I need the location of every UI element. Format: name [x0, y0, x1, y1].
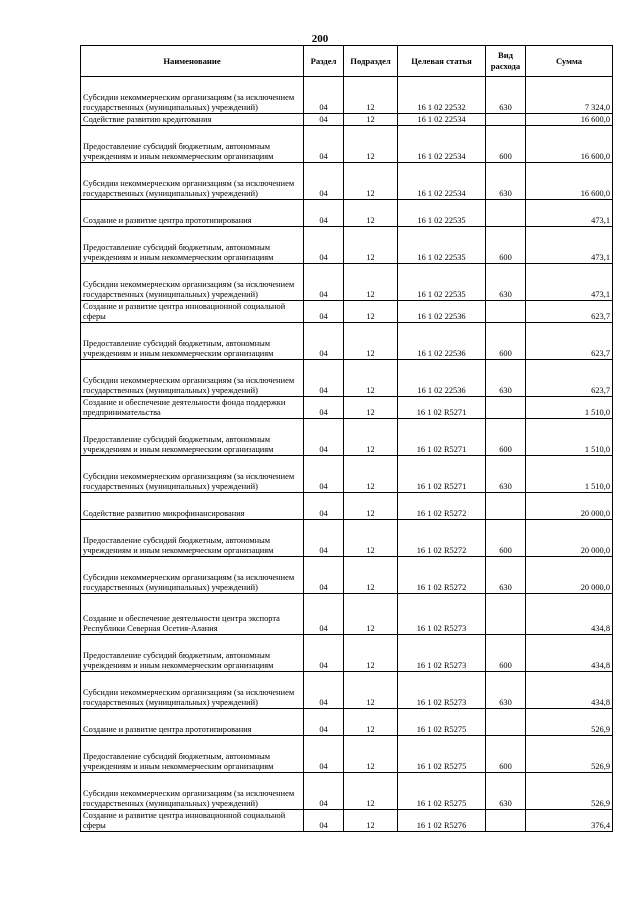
cell-razdel: 04	[304, 709, 344, 736]
cell-podrazdel: 12	[344, 419, 398, 456]
cell-razdel: 04	[304, 301, 344, 323]
cell-celevaya: 16 1 02 R5275	[398, 709, 486, 736]
cell-podrazdel: 12	[344, 810, 398, 832]
cell-vid: 630	[486, 360, 526, 397]
cell-vid: 600	[486, 126, 526, 163]
table-row	[81, 301, 613, 323]
cell-summa: 16 600,0	[526, 114, 613, 126]
cell-name: Создание и развитие центра инновационной социальной сферы	[81, 301, 304, 323]
cell-podrazdel: 12	[344, 397, 398, 419]
cell-name: Субсидии некоммерческим организациям (за исключением государственных (муниципальных) учреждений)	[81, 264, 304, 301]
cell-vid: 630	[486, 557, 526, 594]
cell-celevaya: 16 1 02 22532	[398, 77, 486, 114]
cell-name: Предоставление субсидий бюджетным, автономным учреждениям и иным некоммерческим организациям	[81, 227, 304, 264]
cell-vid: 600	[486, 323, 526, 360]
cell-summa: 473,1	[526, 200, 613, 227]
table-row	[81, 77, 613, 114]
table-row	[81, 635, 613, 672]
cell-razdel: 04	[304, 493, 344, 520]
cell-razdel: 04	[304, 594, 344, 635]
cell-vid	[486, 709, 526, 736]
cell-summa: 20 000,0	[526, 557, 613, 594]
cell-podrazdel: 12	[344, 773, 398, 810]
cell-summa: 623,7	[526, 323, 613, 360]
cell-name: Субсидии некоммерческим организациям (за исключением государственных (муниципальных) учреждений)	[81, 773, 304, 810]
cell-celevaya: 16 1 02 R5271	[398, 397, 486, 419]
table-row	[81, 360, 613, 397]
cell-vid	[486, 594, 526, 635]
table-row	[81, 557, 613, 594]
cell-razdel: 04	[304, 126, 344, 163]
cell-summa: 526,9	[526, 736, 613, 773]
cell-podrazdel: 12	[344, 126, 398, 163]
cell-celevaya: 16 1 02 22534	[398, 163, 486, 200]
cell-razdel: 04	[304, 557, 344, 594]
cell-razdel: 04	[304, 672, 344, 709]
cell-summa: 434,8	[526, 635, 613, 672]
cell-summa: 1 510,0	[526, 456, 613, 493]
cell-celevaya: 16 1 02 R5271	[398, 456, 486, 493]
cell-podrazdel: 12	[344, 736, 398, 773]
cell-vid	[486, 493, 526, 520]
table-row	[81, 200, 613, 227]
cell-vid: 630	[486, 773, 526, 810]
table-row	[81, 709, 613, 736]
cell-celevaya: 16 1 02 R5273	[398, 672, 486, 709]
cell-podrazdel: 12	[344, 227, 398, 264]
cell-name: Субсидии некоммерческим организациям (за исключением государственных (муниципальных) учреждений)	[81, 557, 304, 594]
table-row	[81, 126, 613, 163]
cell-razdel: 04	[304, 227, 344, 264]
cell-name: Предоставление субсидий бюджетным, автономным учреждениям и иным некоммерческим организациям	[81, 126, 304, 163]
cell-vid: 630	[486, 672, 526, 709]
cell-summa: 526,9	[526, 773, 613, 810]
cell-vid: 600	[486, 227, 526, 264]
cell-name: Создание и развитие центра прототипирования	[81, 709, 304, 736]
cell-summa: 434,8	[526, 672, 613, 709]
cell-celevaya: 16 1 02 R5271	[398, 419, 486, 456]
cell-name: Предоставление субсидий бюджетным, автономным учреждениям и иным некоммерческим организациям	[81, 419, 304, 456]
cell-summa: 623,7	[526, 301, 613, 323]
cell-podrazdel: 12	[344, 594, 398, 635]
cell-razdel: 04	[304, 773, 344, 810]
cell-summa: 16 600,0	[526, 163, 613, 200]
cell-celevaya: 16 1 02 22536	[398, 360, 486, 397]
cell-razdel: 04	[304, 323, 344, 360]
cell-summa: 1 510,0	[526, 397, 613, 419]
cell-razdel: 04	[304, 264, 344, 301]
cell-celevaya: 16 1 02 22535	[398, 200, 486, 227]
cell-razdel: 04	[304, 456, 344, 493]
cell-celevaya: 16 1 02 22535	[398, 227, 486, 264]
cell-vid	[486, 200, 526, 227]
cell-podrazdel: 12	[344, 301, 398, 323]
cell-celevaya: 16 1 02 R5272	[398, 520, 486, 557]
cell-summa: 473,1	[526, 264, 613, 301]
cell-podrazdel: 12	[344, 163, 398, 200]
cell-name: Содействие развитию микрофинансирования	[81, 493, 304, 520]
cell-name: Субсидии некоммерческим организациям (за исключением государственных (муниципальных) учреждений)	[81, 163, 304, 200]
cell-name: Субсидии некоммерческим организациям (за исключением государственных (муниципальных) учреждений)	[81, 360, 304, 397]
cell-vid	[486, 397, 526, 419]
cell-podrazdel: 12	[344, 264, 398, 301]
table-row	[81, 419, 613, 456]
page-number: 200	[311, 33, 329, 45]
cell-name: Предоставление субсидий бюджетным, автономным учреждениям и иным некоммерческим организациям	[81, 323, 304, 360]
cell-summa: 20 000,0	[526, 520, 613, 557]
cell-podrazdel: 12	[344, 672, 398, 709]
cell-podrazdel: 12	[344, 635, 398, 672]
cell-name: Субсидии некоммерческим организациям (за исключением государственных (муниципальных) учреждений)	[81, 77, 304, 114]
cell-name: Создание и обеспечение деятельности центра экспорта Республики Северная Осетия-Алания	[81, 594, 304, 635]
table-row	[81, 520, 613, 557]
cell-podrazdel: 12	[344, 114, 398, 126]
cell-celevaya: 16 1 02 R5276	[398, 810, 486, 832]
table-row	[81, 594, 613, 635]
cell-name: Субсидии некоммерческим организациям (за исключением государственных (муниципальных) учреждений)	[81, 672, 304, 709]
table-row	[81, 810, 613, 832]
table-row	[81, 114, 613, 126]
cell-celevaya: 16 1 02 22534	[398, 126, 486, 163]
cell-celevaya: 16 1 02 22535	[398, 264, 486, 301]
cell-vid: 600	[486, 520, 526, 557]
cell-celevaya: 16 1 02 R5272	[398, 557, 486, 594]
cell-podrazdel: 12	[344, 557, 398, 594]
cell-podrazdel: 12	[344, 709, 398, 736]
cell-vid: 600	[486, 635, 526, 672]
cell-vid: 630	[486, 163, 526, 200]
cell-vid	[486, 810, 526, 832]
cell-name: Создание и развитие центра прототипирования	[81, 200, 304, 227]
cell-celevaya: 16 1 02 R5273	[398, 594, 486, 635]
cell-podrazdel: 12	[344, 493, 398, 520]
cell-summa: 1 510,0	[526, 419, 613, 456]
cell-podrazdel: 12	[344, 456, 398, 493]
cell-vid: 630	[486, 456, 526, 493]
cell-razdel: 04	[304, 163, 344, 200]
table-row	[81, 323, 613, 360]
cell-razdel: 04	[304, 520, 344, 557]
cell-podrazdel: 12	[344, 200, 398, 227]
cell-summa: 434,8	[526, 594, 613, 635]
header-celevaya: Целевая статья	[398, 46, 486, 77]
cell-name: Предоставление субсидий бюджетным, автономным учреждениям и иным некоммерческим организациям	[81, 520, 304, 557]
table-row	[81, 264, 613, 301]
cell-celevaya: 16 1 02 22536	[398, 301, 486, 323]
budget-table	[80, 45, 613, 832]
table-row	[81, 397, 613, 419]
cell-vid	[486, 114, 526, 126]
cell-celevaya: 16 1 02 R5273	[398, 635, 486, 672]
cell-vid: 600	[486, 419, 526, 456]
cell-podrazdel: 12	[344, 360, 398, 397]
header-vid: Вид расхода	[486, 46, 526, 77]
table-row	[81, 493, 613, 520]
cell-name: Субсидии некоммерческим организациям (за исключением государственных (муниципальных) учреждений)	[81, 456, 304, 493]
cell-celevaya: 16 1 02 R5275	[398, 773, 486, 810]
cell-razdel: 04	[304, 635, 344, 672]
header-podrazdel: Подраздел	[344, 46, 398, 77]
table-row	[81, 736, 613, 773]
cell-razdel: 04	[304, 810, 344, 832]
cell-razdel: 04	[304, 77, 344, 114]
table-header-row	[81, 46, 613, 77]
cell-name: Содействие развитию кредитования	[81, 114, 304, 126]
cell-name: Создание и обеспечение деятельности фонда поддержки предпринимательства	[81, 397, 304, 419]
table-row	[81, 672, 613, 709]
cell-razdel: 04	[304, 200, 344, 227]
table-row	[81, 227, 613, 264]
cell-celevaya: 16 1 02 R5275	[398, 736, 486, 773]
cell-celevaya: 16 1 02 R5272	[398, 493, 486, 520]
cell-name: Предоставление субсидий бюджетным, автономным учреждениям и иным некоммерческим организациям	[81, 736, 304, 773]
cell-razdel: 04	[304, 360, 344, 397]
cell-summa: 473,1	[526, 227, 613, 264]
header-name: Наименование	[81, 46, 304, 77]
table-row	[81, 163, 613, 200]
cell-podrazdel: 12	[344, 77, 398, 114]
cell-podrazdel: 12	[344, 323, 398, 360]
cell-summa: 16 600,0	[526, 126, 613, 163]
cell-summa: 376,4	[526, 810, 613, 832]
cell-razdel: 04	[304, 114, 344, 126]
cell-celevaya: 16 1 02 22536	[398, 323, 486, 360]
header-summa: Сумма	[526, 46, 613, 77]
cell-name: Предоставление субсидий бюджетным, автономным учреждениям и иным некоммерческим организациям	[81, 635, 304, 672]
table-row	[81, 773, 613, 810]
cell-summa: 526,9	[526, 709, 613, 736]
cell-summa: 20 000,0	[526, 493, 613, 520]
cell-summa: 7 324,0	[526, 77, 613, 114]
cell-podrazdel: 12	[344, 520, 398, 557]
cell-vid: 600	[486, 736, 526, 773]
cell-summa: 623,7	[526, 360, 613, 397]
cell-razdel: 04	[304, 419, 344, 456]
cell-vid: 630	[486, 77, 526, 114]
cell-name: Создание и развитие центра инновационной социальной сферы	[81, 810, 304, 832]
cell-razdel: 04	[304, 397, 344, 419]
table-row	[81, 456, 613, 493]
header-razdel: Раздел	[304, 46, 344, 77]
cell-vid	[486, 301, 526, 323]
cell-razdel: 04	[304, 736, 344, 773]
cell-vid: 630	[486, 264, 526, 301]
cell-celevaya: 16 1 02 22534	[398, 114, 486, 126]
